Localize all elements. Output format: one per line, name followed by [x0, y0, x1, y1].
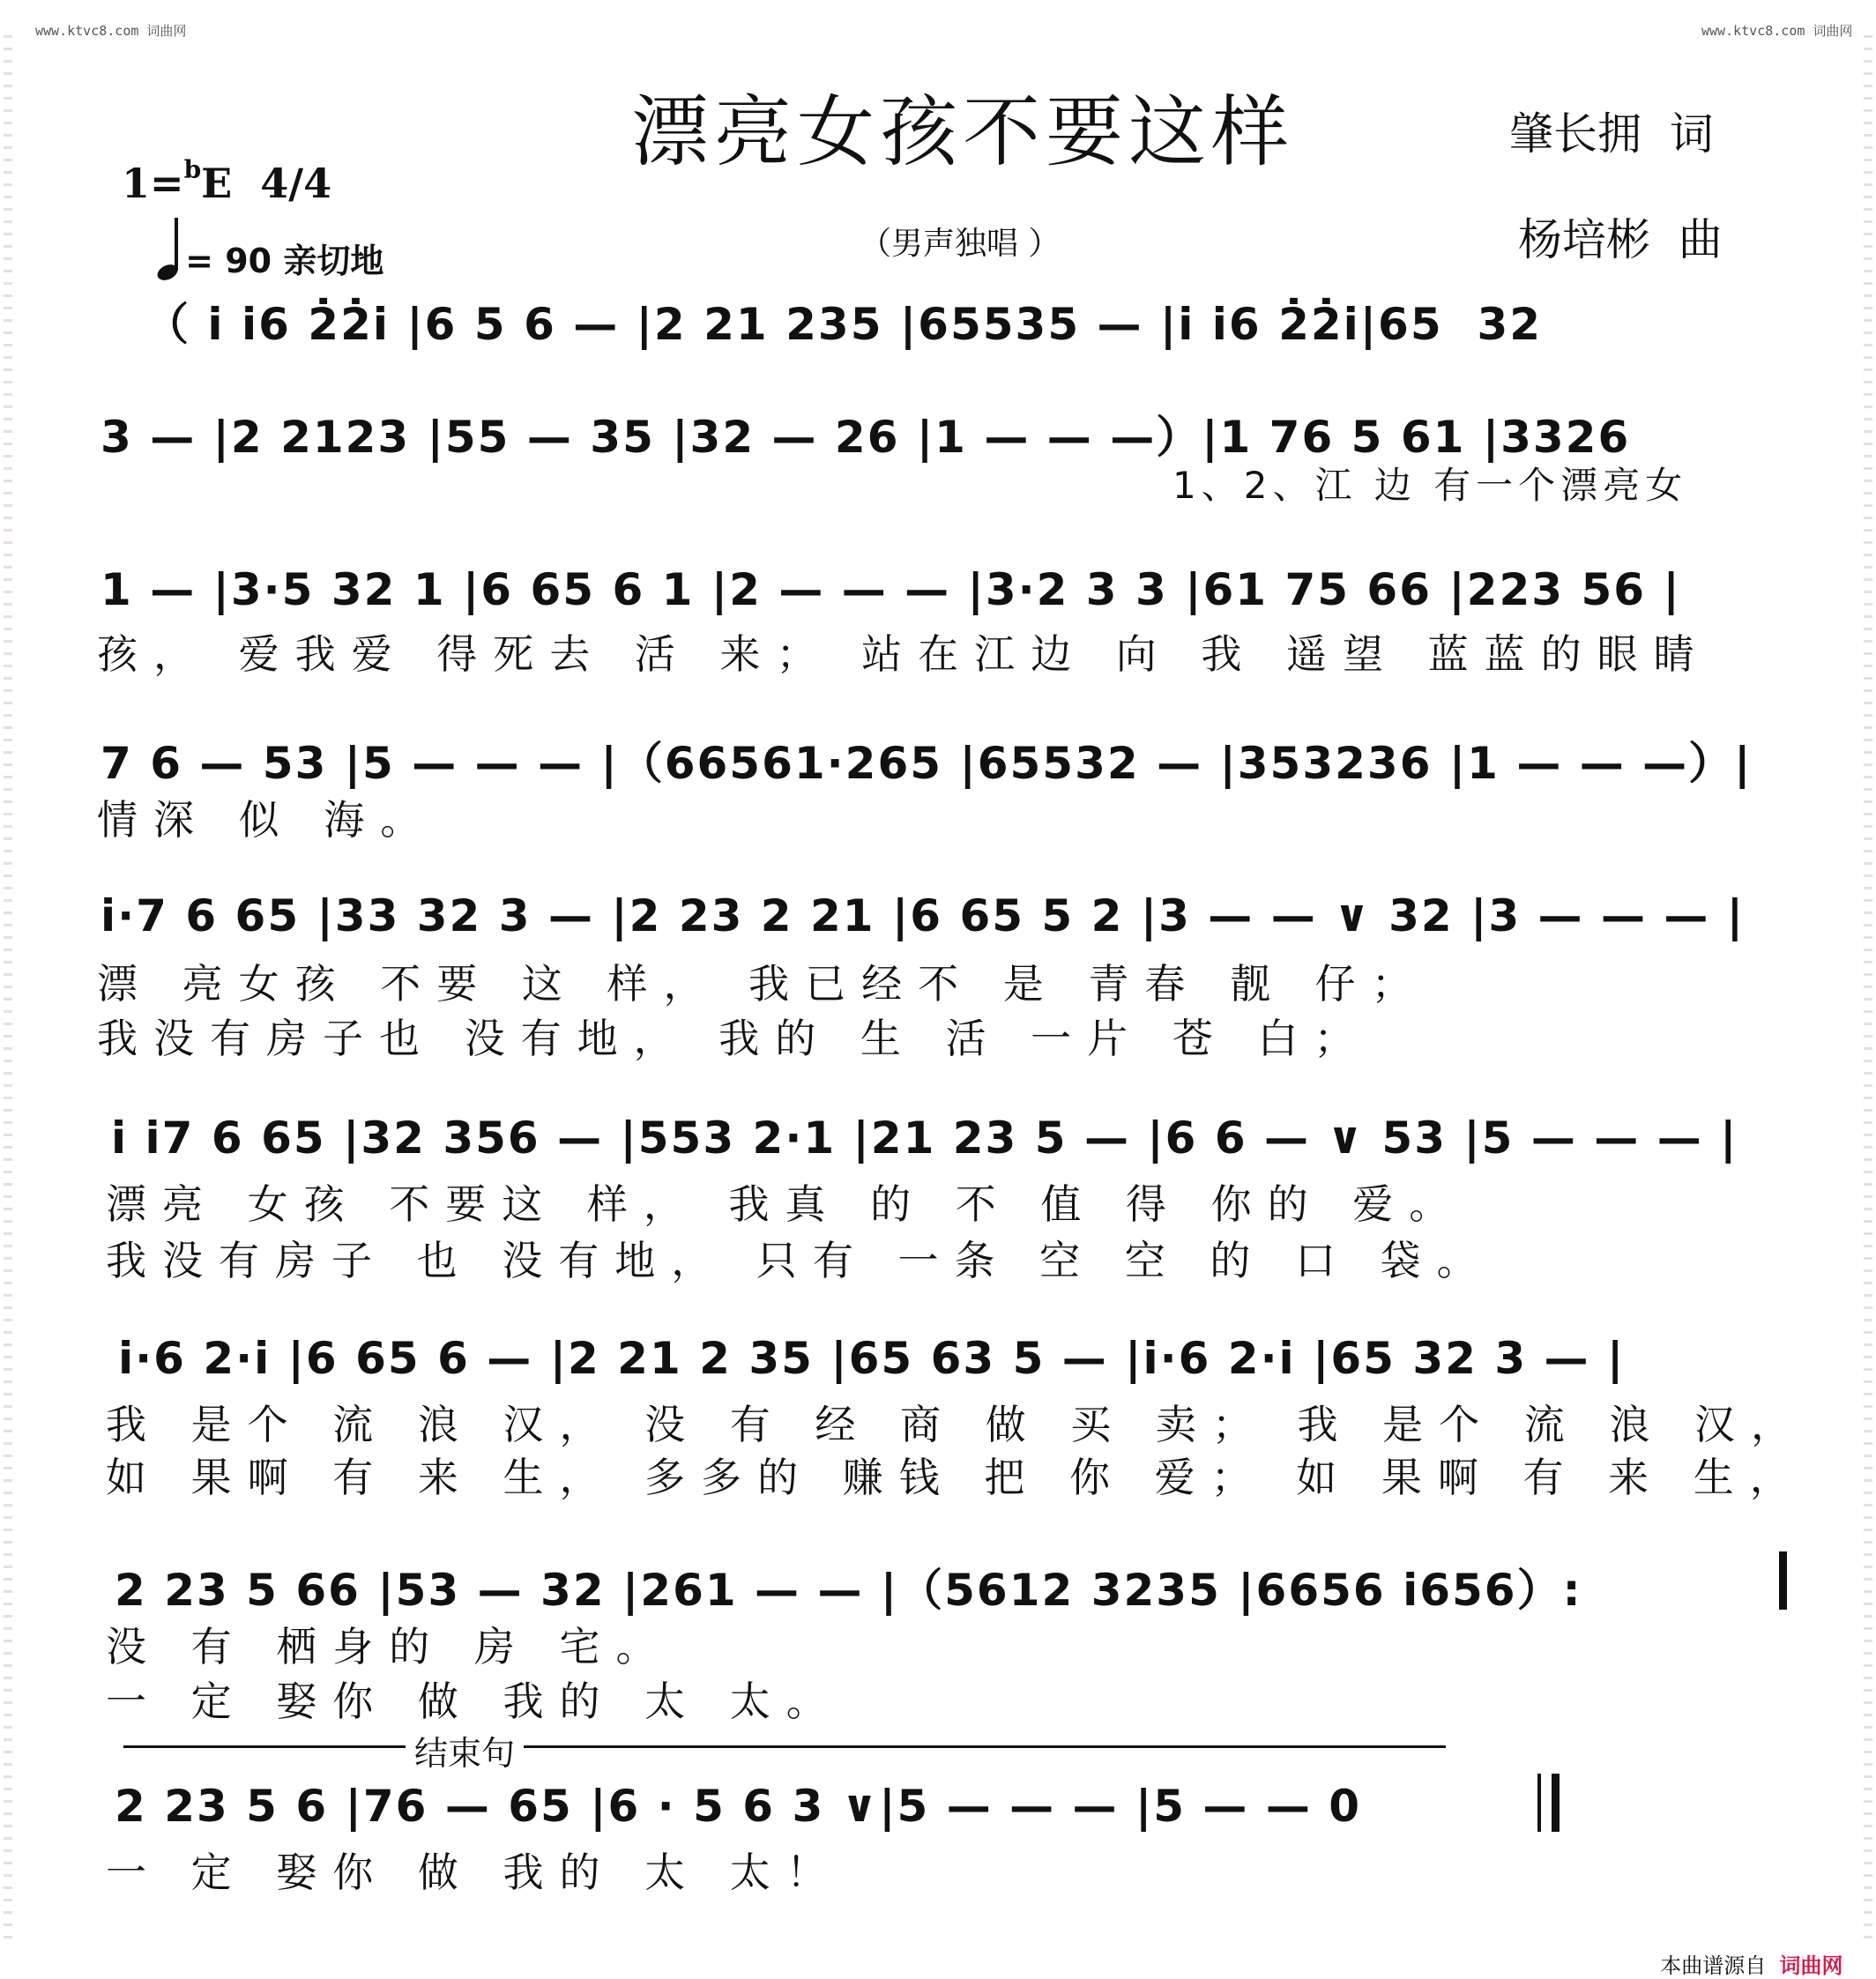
watermark-left: www.ktvc8.com 词曲网 [35, 23, 187, 39]
source-prefix: 本曲谱源自 [1660, 1953, 1767, 1978]
key-signature [93, 108, 331, 207]
lyric-row-7-verse-1: 我 是个 流 浪 汉， 没 有 经 商 做 买 卖； 我 是个 流 浪 汉， [106, 1401, 1807, 1448]
composer-credit: 杨培彬 曲 [1518, 214, 1723, 265]
lyric-row-5-verse-2: 我没有房子也 没有地， 我的 生 活 一片 苍 白； [97, 1015, 1371, 1062]
time-signature: 4/4 [260, 160, 332, 207]
lyric-row-4: 情深 似 海。 [97, 796, 437, 844]
score-row-7: i·6 2·i |6 65 6 — |2 21 2 35 |65 63 5 — |i·6 2·i |65 32 3 — | [118, 1333, 1626, 1384]
lyric-row-8-verse-1: 没 有 栖身的 房 宅。 [106, 1623, 673, 1670]
lyric-row-3: 孩， 爱我爱 得死去 活 来； 站在江边 向 我 遥望 蓝蓝的眼睛 [97, 630, 1710, 678]
key-flat: b [183, 155, 202, 184]
ending-lyric: 一 定 娶你 做 我的 太 太！ [106, 1849, 843, 1896]
lyric-row-8-verse-2: 一 定 娶你 做 我的 太 太。 [106, 1678, 843, 1725]
ending-label: 结束句 [406, 1726, 524, 1774]
verse-label: 1、2、江 边 有一个漂亮女 [1172, 464, 1688, 507]
score-row-6: i i7 6 65 |32 356 — |553 2·1 |21 23 5 — |6 6 — ∨ 53 |5 — — — | [111, 1112, 1738, 1164]
final-barline [1552, 1774, 1560, 1832]
ending-bracket-line [123, 1745, 1446, 1748]
song-title: 漂亮女孩不要这样 [631, 86, 1295, 177]
score-row-4: 7 6 — 53 |5 — — — |（66561·265 |65532 — |353236 |1 — — —）| [100, 738, 1753, 789]
quarter-note-icon [155, 214, 185, 285]
ending-notes: 2 23 5 6 |76 — 65 |6 · 5 6 3 ∨|5 — — — |5 — — 0 [115, 1781, 1362, 1832]
final-barline-thin [1537, 1774, 1541, 1832]
score-row-3: 1 — |3·5 32 1 |6 65 6 1 |2 — — — |3·2 3 3 |61 75 66 |223 56 | [100, 564, 1681, 615]
lyric-row-6-verse-1: 漂亮 女孩 不要这 样， 我真 的 不 值 得 你的 爱。 [106, 1180, 1466, 1228]
left-edge-mark [4, 35, 12, 1938]
score-row-2: 3 — |2 2123 |55 — 35 |32 — 26 |1 — — —）|1 76 5 61 |3326 [100, 412, 1631, 463]
repeat-end-barline [1779, 1551, 1787, 1610]
watermark-right: www.ktvc8.com 词曲网 [1701, 23, 1853, 39]
lyric-row-5-verse-1: 漂 亮女孩 不要 这 样， 我已经不 是 青春 靓 仔； [97, 960, 1428, 1008]
performance-note: （男声独唱 ） [860, 226, 1061, 262]
key-prefix: 1= [122, 160, 184, 207]
tempo-marking [146, 205, 383, 292]
right-edge-mark [1864, 35, 1872, 1938]
score-row-5: i·7 6 65 |33 32 3 — |2 23 2 21 |6 65 5 2 |3 — — ∨ 32 |3 — — — | [100, 890, 1746, 941]
key-note: E [201, 160, 233, 207]
tempo-text: = 90 亲切地 [185, 242, 384, 280]
source-credit [1647, 1923, 1843, 1979]
lyric-row-6-verse-2: 我没有房子 也 没有地， 只有 一条 空 空 的 口 袋。 [106, 1237, 1493, 1284]
lyric-row-7-verse-2: 如 果啊 有 来 生， 多多的 赚钱 把 你 爱； 如 果啊 有 来 生， [106, 1454, 1806, 1501]
score-row-1: （ i i6 2̇2̇i |6 5 6 — |2 21 235 |65535 — |i i6 2̇2̇i|65 32 [145, 299, 1543, 350]
lyricist-credit: 肇长拥 词 [1509, 108, 1714, 160]
source-brand[interactable]: 词曲网 [1779, 1953, 1843, 1978]
score-row-8: 2 23 5 66 |53 — 32 |261 — — |（5612 3235 |6656 i656）: [115, 1565, 1582, 1616]
